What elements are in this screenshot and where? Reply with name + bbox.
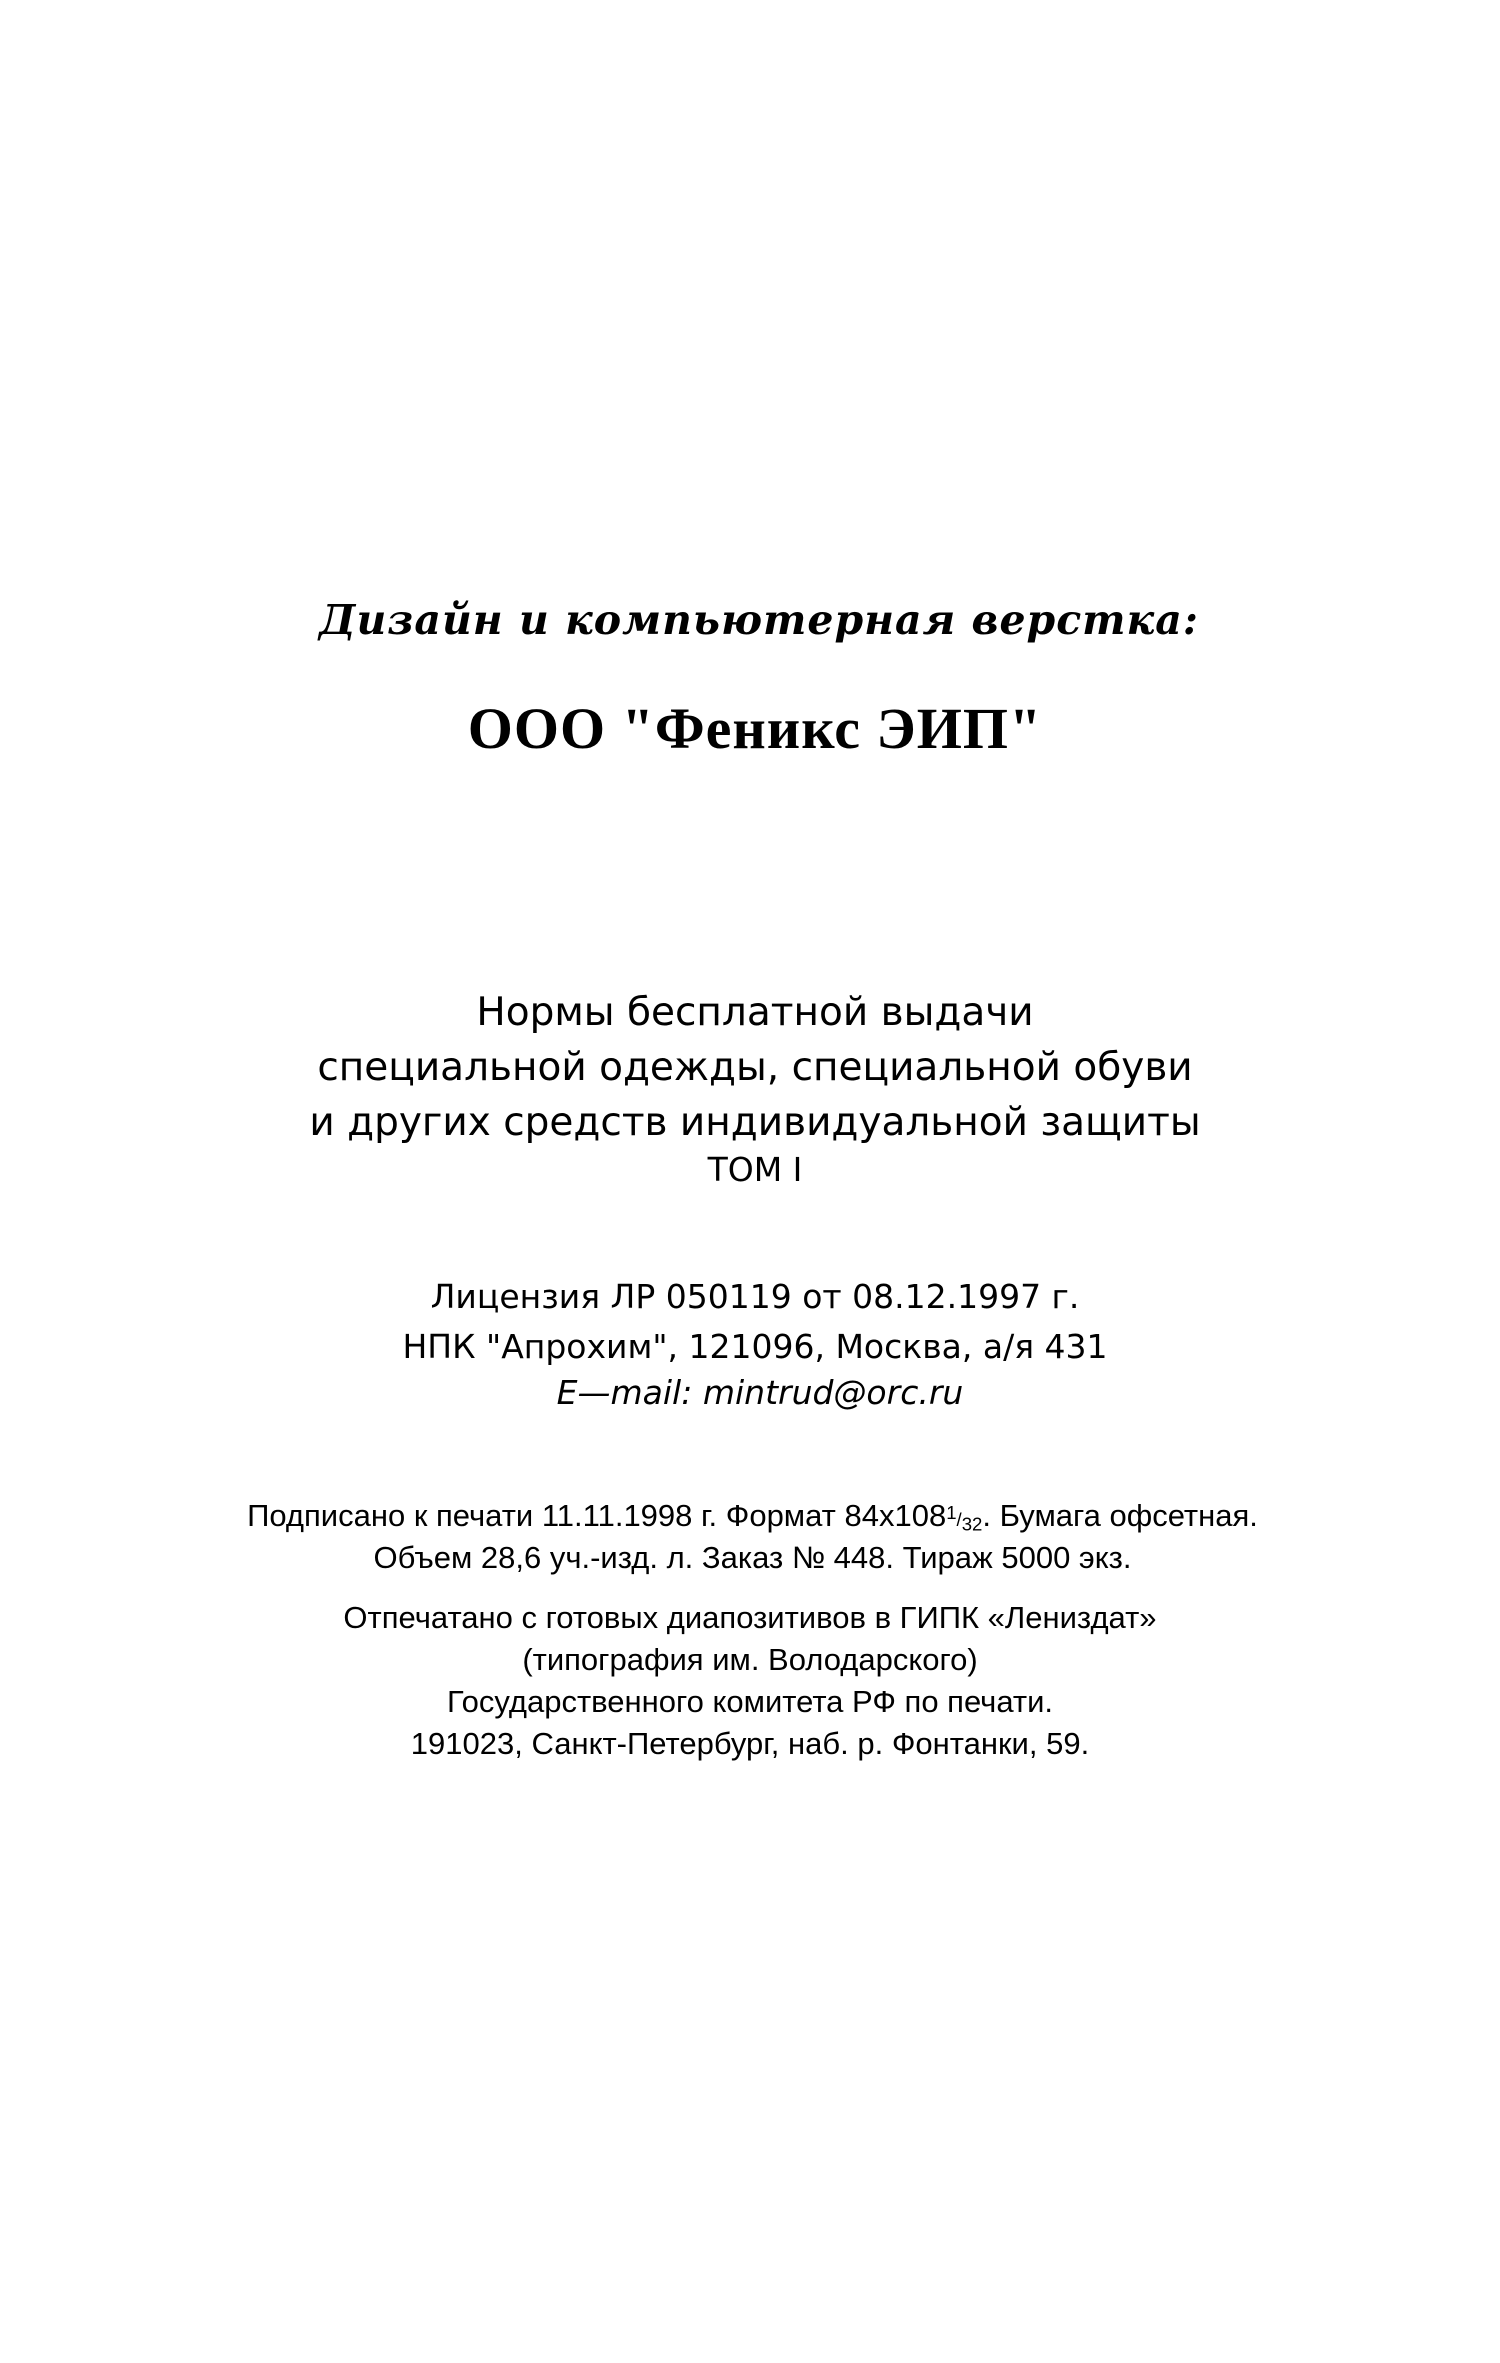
format-fraction [946,1501,983,1535]
book-title-line-1: Нормы бесплатной выдачи [476,990,1034,1035]
book-volume: ТОМ I [707,1150,803,1189]
printer-line-2: (типография им. Володарского) [522,1642,978,1677]
printer-line-3: Государственного комитета РФ по печати. [446,1684,1054,1719]
format-slash: / [956,1509,962,1530]
format-denominator: 32 [961,1513,983,1535]
book-title-line-3: и других средств индивидуальной защиты [309,1100,1201,1145]
print-signing-line [0,1498,1500,1536]
format-numerator: 1 [946,1501,957,1523]
printer-address: 191023, Санкт-Петербург, наб. р. Фонтанки, 59. [410,1726,1090,1761]
design-credit-heading: Дизайн и компьютерная верстка: [318,596,1199,644]
design-company-name: ООО "Феникс ЭИП" [467,696,1043,761]
publisher-address: НПК "Апрохим", 121096, Москва, а/я 431 [402,1327,1108,1366]
print-volume-line: Объем 28,6 уч.-изд. л. Заказ № 448. Тираж 5000 экз. [373,1540,1132,1575]
printer-line-1: Отпечатано с готовых диапозитивов в ГИПК «Лениздат» [343,1600,1157,1635]
license-number: Лицензия ЛР 050119 от 08.12.1997 г. [430,1277,1080,1316]
signing-date-format: Подписано к печати 11.11.1998 г. Формат 84х108 [247,1498,947,1533]
publisher-email: E—mail: mintrud@orc.ru [556,1373,964,1412]
book-title-line-2: специальной одежды, специальной обуви [317,1045,1193,1090]
paper-type: . Бумага офсетная. [982,1498,1258,1533]
